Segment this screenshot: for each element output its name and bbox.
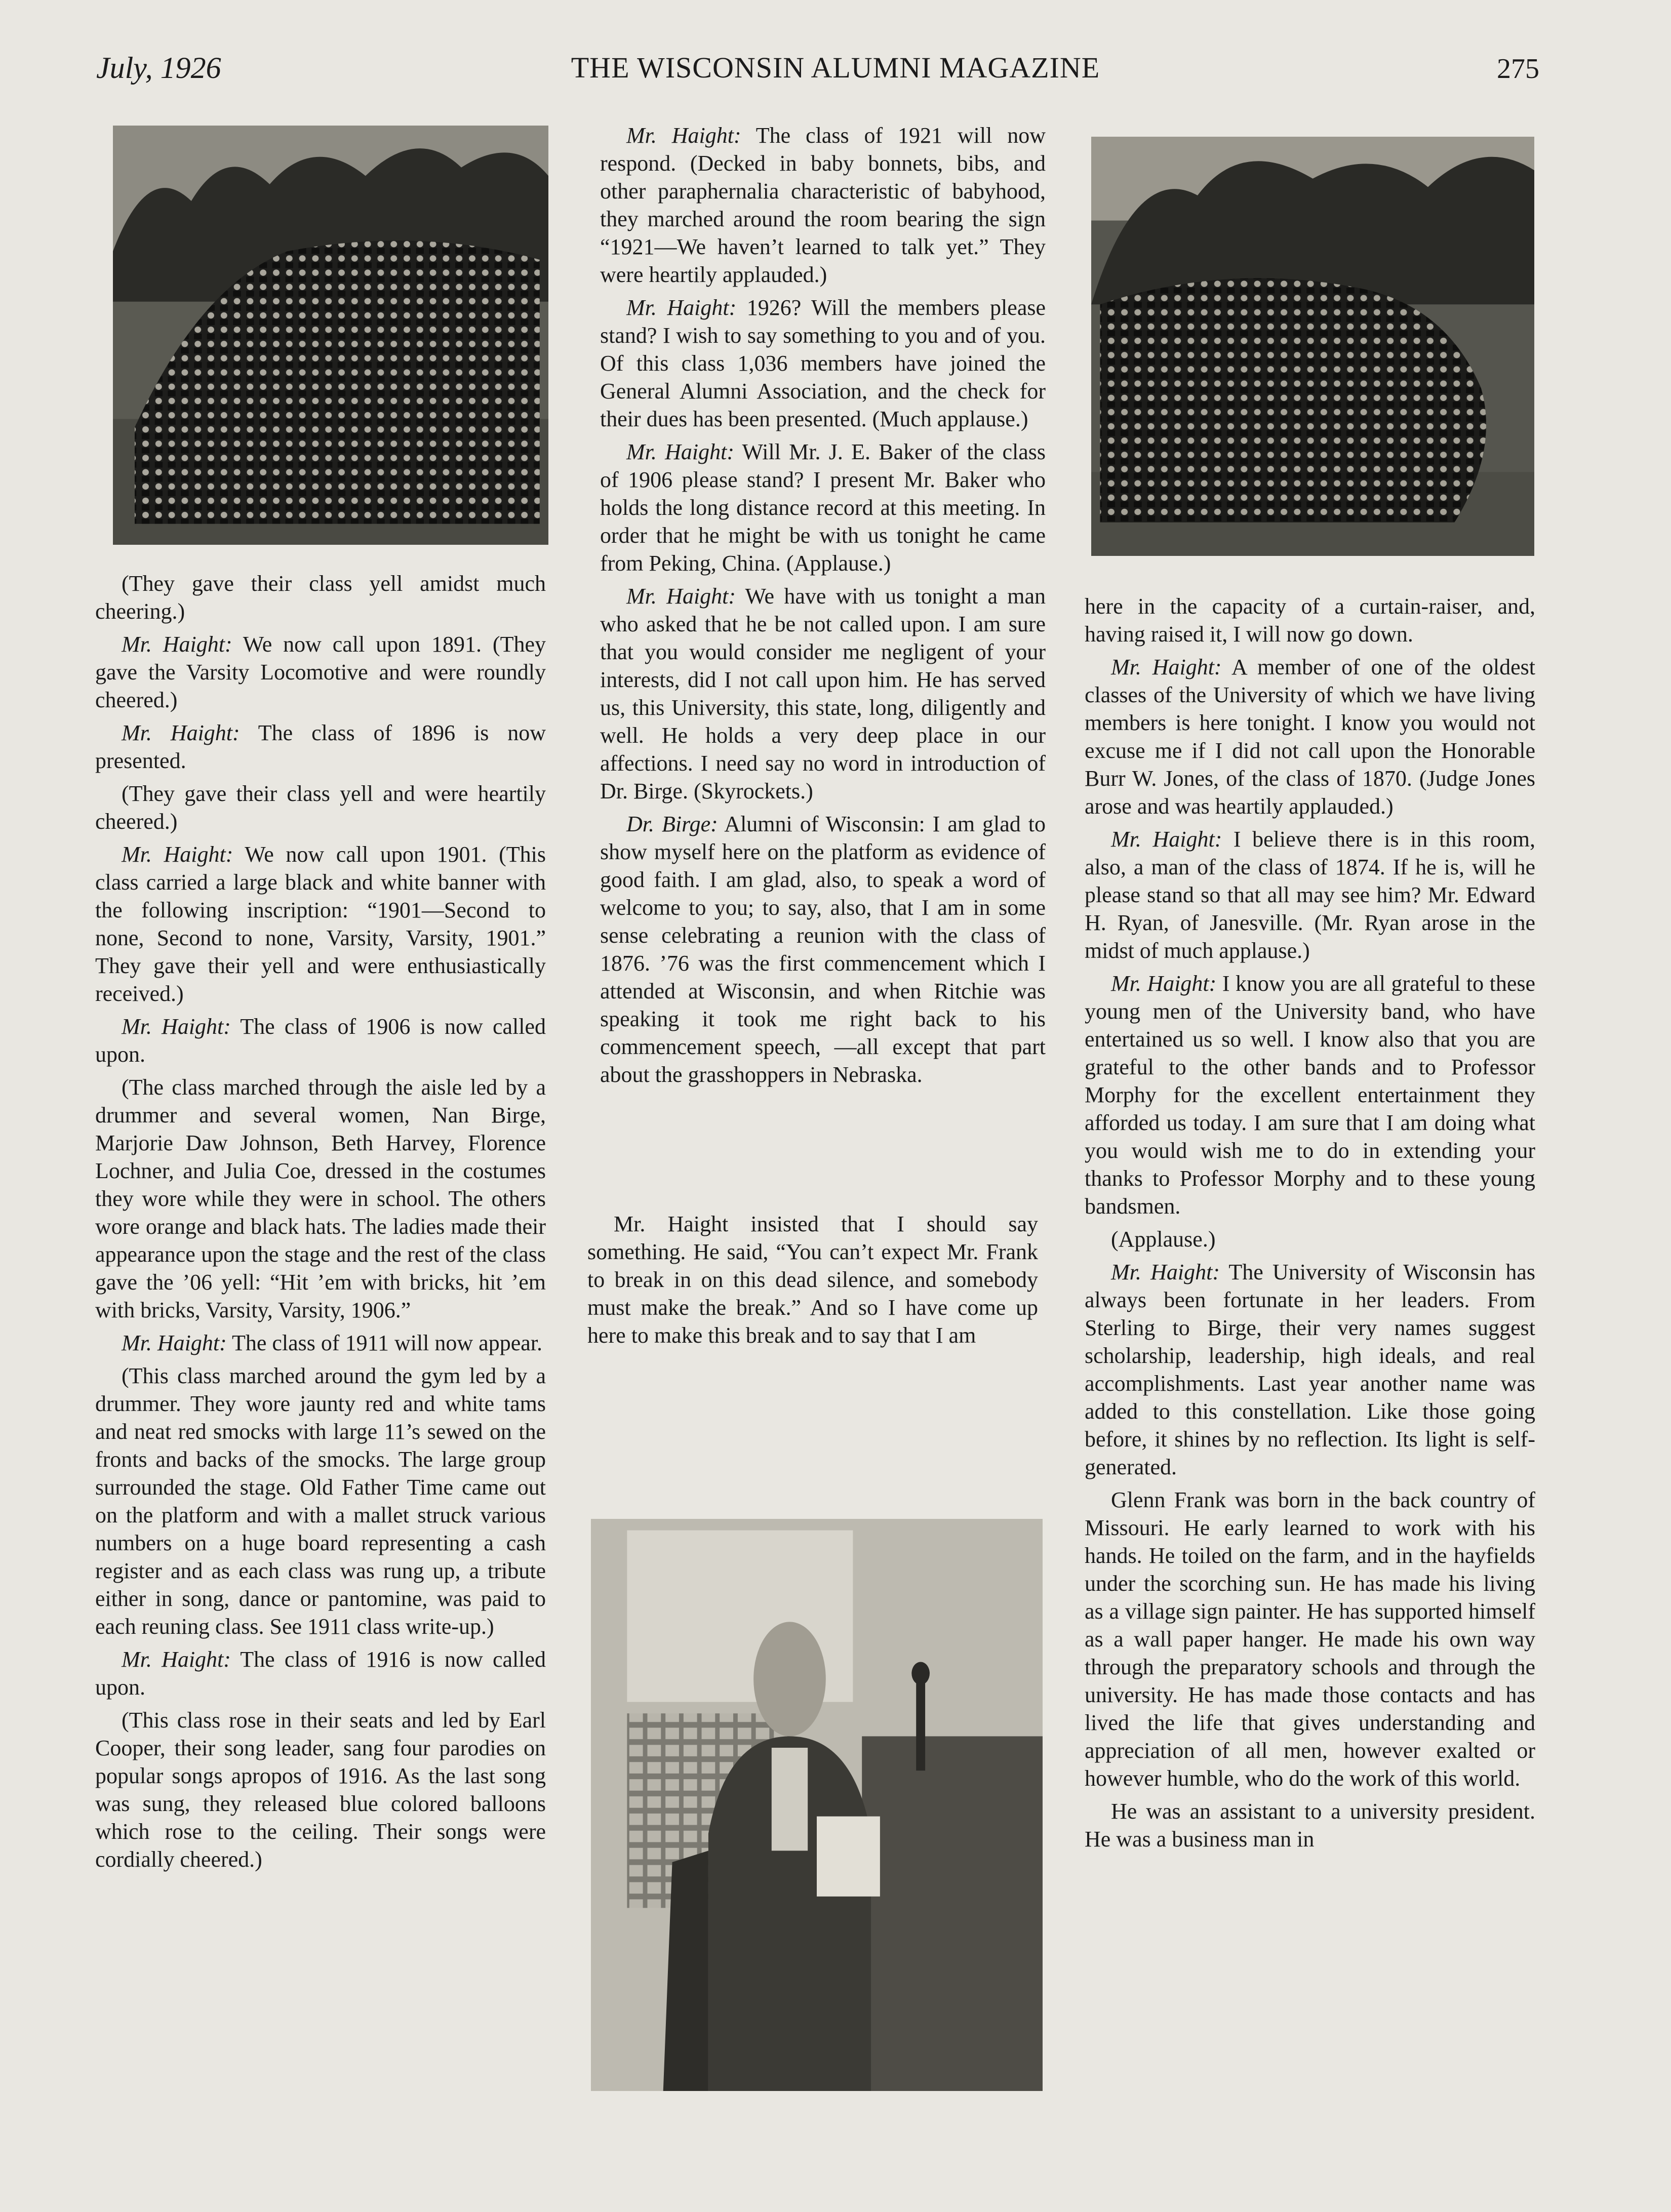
paragraph — [95, 570, 546, 625]
paragraph — [1085, 1486, 1535, 1792]
speaker-label: Mr. Haight: — [1111, 1260, 1220, 1284]
paragraph-text: Glenn Frank was born in the back country of Missouri. He early learned to work with his hands. He toiled on the farm, and in the hayfields under the scorching sun. He has made his living as a village sign painter. He has supported himself as a wall paper hanger. He made his own way through the preparatory schools and through the university. He has made those contacts and has lived the life that gives understanding and appreciation of all men, however exalted or however humble, who do the work of this world. — [1085, 1487, 1535, 1791]
paragraph — [1085, 1797, 1535, 1853]
paragraph-text: 1926? Will the members please stand? I wish to say something to you and of you. Of this class 1,036 members have joined the General Alumni Association, and the check for their dues has been presented. (Much applause.) — [600, 295, 1046, 431]
magazine-title: THE WISCONSIN ALUMNI MAGAZINE — [571, 51, 1100, 84]
paragraph-text: Alumni of Wisconsin: I am glad to show myself here on the platform as evidence of good faith. I am glad, also, to speak a word of welcome to you; to say, also, that I am in some sense celebrating a reunion with the class of 1876. ’76 was the first commencement which I attended at Wisconsin, and when Ritchie was speaking it took me right back to his commencement speech, —all except that part about the grasshoppers in Nebraska. — [600, 812, 1046, 1087]
paragraph-text: The University of Wisconsin has always been fortunate in her leaders. From Sterling to Birge, their very names suggest scholarship, leadership, high ideals, and real accomplishments. Last year another name was added to this constellation. Like those going before, it shines by no reflection. Its light is self-generated. — [1085, 1260, 1535, 1479]
article-column-2-top — [600, 122, 1046, 1094]
paragraph — [95, 1329, 546, 1357]
paragraph-text: Mr. Haight insisted that I should say something. He said, “You can’t expect Mr. Frank to break in on this dead silence, and somebody must make the break.” And so I have come up here to make this break and to say that I am — [587, 1212, 1038, 1348]
speaker-label: Mr. Haight: — [626, 123, 741, 148]
class-group-photo-right — [1091, 137, 1534, 556]
speaker-label: Mr. Haight: — [1111, 655, 1222, 679]
speaker-label: Mr. Haight: — [122, 632, 232, 657]
speaker-label: Mr. Haight: — [122, 1331, 227, 1355]
paragraph — [95, 780, 546, 835]
paragraph — [95, 840, 546, 1008]
paragraph — [600, 582, 1046, 805]
paragraph-text: We have with us tonight a man who asked that he be not called upon. I am sure that you would consider me negligent of your interests, did I not call upon him. He has served us, this University, this state, long, diligently and well. He holds a very deep place in our affections. I need say no word in introduction of Dr. Birge. (Skyrockets.) — [600, 584, 1046, 803]
paragraph-text: We now call upon 1891. (They gave the Varsity Locomotive and were roundly cheered.) — [95, 632, 546, 712]
paragraph-text: (The class marched through the aisle led by a drummer and several women, Nan Birge, Marjorie Daw Johnson, Beth Harvey, Florence Lochner, and Julia Coe, dressed in the costumes they wore while they were in school. The others wore orange and black hats. The ladies made their appearance upon the stage and the rest of the class gave the ’06 yell: “Hit ’em with bricks, hit ’em with bricks, Varsity, Varsity, 1906.” — [95, 1075, 546, 1322]
paragraph-text: I believe there is in this room, also, a man of the class of 1874. If he is, will he please stand so that all may see him? Mr. Edward H. Ryan, of Janesville. (Mr. Ryan arose in the midst of much applause.) — [1085, 827, 1535, 963]
group-photo-icon — [113, 126, 548, 545]
paragraph — [1085, 653, 1535, 820]
paragraph — [600, 294, 1046, 433]
paragraph — [1085, 592, 1535, 648]
speaker-label: Mr. Haight: — [122, 720, 240, 745]
speaker-label: Mr. Haight: — [626, 584, 736, 609]
paragraph-text: We now call upon 1901. (This class carried a large black and white banner with the following inscription: “1901—Second to none, Second to none, Varsity, Varsity, 1901.” They gave their yell and were enthusiastically received.) — [95, 842, 546, 1006]
glenn-frank-portrait-photo — [591, 1519, 1043, 2091]
paragraph-text: (Applause.) — [1111, 1227, 1216, 1252]
paragraph — [95, 1645, 546, 1701]
paragraph-text: The class of 1896 is now presented. — [95, 720, 546, 773]
speaker-label: Mr. Haight: — [122, 1647, 231, 1672]
paragraph — [95, 1073, 546, 1324]
paragraph-text: The class of 1906 is now called upon. — [95, 1014, 546, 1067]
paragraph — [1085, 970, 1535, 1220]
paragraph-text: He was an assistant to a university president. He was a business man in — [1085, 1799, 1535, 1852]
class-group-photo-left — [113, 126, 548, 545]
speaker-label: Mr. Haight: — [626, 439, 735, 464]
paragraph — [600, 122, 1046, 289]
paragraph — [95, 1013, 546, 1068]
paragraph-text: The class of 1921 will now respond. (Decked in baby bonnets, bibs, and other paraphernalia characteristic of babyhood, they marched around the room bearing the sign “1921—We haven’t learned to talk yet.” They were heartily applauded.) — [600, 123, 1046, 287]
paragraph — [1085, 825, 1535, 964]
paragraph — [95, 1706, 546, 1873]
paragraph-text: (This class rose in their seats and led by Earl Cooper, their song leader, sang four parodies on popular songs apropos of 1916. As the last song was sung, they released blue colored balloons which rose to the ceiling. Their songs were cordially cheered.) — [95, 1708, 546, 1872]
paragraph-text: (This class marched around the gym led by a drummer. They wore jaunty red and white tams and neat red smocks with large 11’s sewed on the fronts and backs of the smocks. The large group surrounded the stage. Old Father Time came out on the platform and with a mallet struck various numbers on a huge board representing a cash register and as each class was rung up, a tribute either in song, dance or pantomine, was paid to each reuning class. See 1911 class write-up.) — [95, 1363, 546, 1639]
page-header — [0, 51, 1671, 101]
article-column-2-bottom — [587, 1210, 1038, 1354]
paragraph-text: I know you are all grateful to these young men of the University band, who have entertained us so well. I know also that you are grateful to the other bands and to Professor Morphy for the excellent entertainment they afforded us today. I am sure that I am doing what you would wish me to do in extending your thanks to Professor Morphy and to these young bandsmen. — [1085, 971, 1535, 1219]
paragraph — [95, 630, 546, 714]
group-photo-icon — [1091, 137, 1534, 556]
article-column-3 — [1085, 592, 1535, 1858]
portrait-photo-icon — [591, 1519, 1043, 2091]
paragraph — [600, 438, 1046, 577]
paragraph — [95, 719, 546, 775]
paragraph-text: The class of 1916 is now called upon. — [95, 1647, 546, 1700]
paragraph-text: (They gave their class yell and were heartily cheered.) — [95, 781, 546, 834]
paragraph — [600, 810, 1046, 1089]
paragraph-text: Will Mr. J. E. Baker of the class of 1906 please stand? I present Mr. Baker who holds the long distance record at this meeting. In order that he might be with us tonight he came from Peking, China. (Applause.) — [600, 439, 1046, 576]
article-column-1 — [95, 570, 546, 1878]
paragraph — [1085, 1258, 1535, 1481]
paragraph — [587, 1210, 1038, 1349]
speaker-label: Mr. Haight: — [1111, 971, 1217, 996]
issue-date: July, 1926 — [96, 51, 221, 85]
paragraph-text: A member of one of the oldest classes of the University of which we have living members is here tonight. I know you would not excuse me if I did not call upon the Honorable Burr W. Jones, of the class of 1870. (Judge Jones arose and was heartily applauded.) — [1085, 655, 1535, 819]
paragraph — [1085, 1225, 1535, 1253]
paragraph-text: The class of 1911 will now appear. — [226, 1331, 542, 1355]
speaker-label: Mr. Haight: — [626, 295, 737, 320]
speaker-label: Mr. Haight: — [1111, 827, 1222, 852]
paragraph-text: (They gave their class yell amidst much cheering.) — [95, 571, 546, 624]
speaker-label: Mr. Haight: — [122, 842, 233, 867]
paragraph-text: here in the capacity of a curtain-raiser, and, having raised it, I will now go down. — [1085, 594, 1535, 647]
speaker-label: Dr. Birge: — [626, 812, 718, 836]
page-number: 275 — [1497, 53, 1539, 85]
paragraph — [95, 1362, 546, 1640]
speaker-label: Mr. Haight: — [122, 1014, 231, 1039]
